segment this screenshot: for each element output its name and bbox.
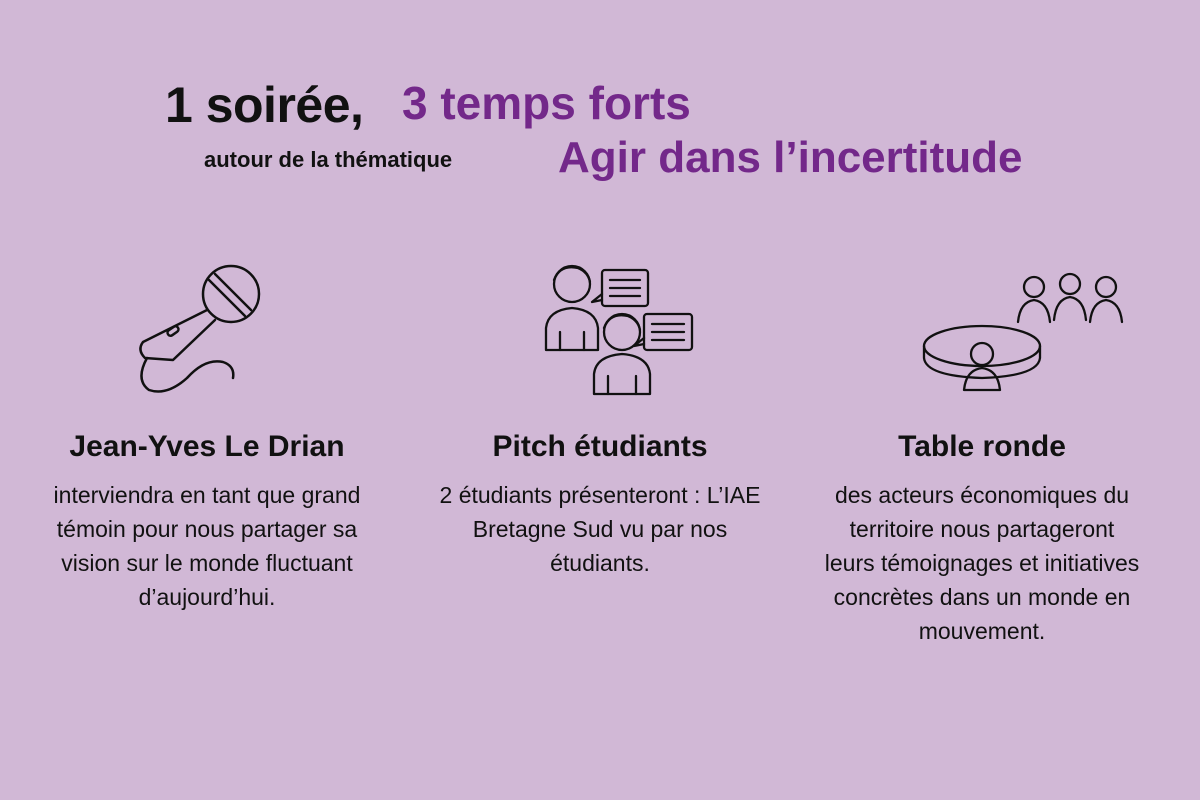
column-text: des acteurs économiques du territoire nous partageront leurs témoignages et initiatives concrètes dans un monde en mouvement.: [824, 482, 1140, 644]
column-keynote: [37, 250, 377, 610]
title-black: 1 soirée,: [165, 77, 364, 133]
column-round-table: [812, 250, 1152, 644]
title-purple: 3 temps forts: [402, 77, 691, 129]
round-table-icon: [902, 250, 1062, 400]
column-text: 2 étudiants présenteront : L’IAE Bretagne Sud vu par nos étudiants.: [439, 482, 761, 576]
discussion-icon: [520, 250, 680, 400]
microphone-icon: [127, 250, 287, 400]
column-title: Pitch étudiants: [492, 430, 708, 463]
headline: [0, 0, 1200, 200]
subtitle-black: autour de la thématique: [204, 147, 453, 172]
column-title: Table ronde: [898, 430, 1066, 463]
column-pitch: [430, 250, 770, 576]
subtitle-purple: Agir dans l’incertitude: [558, 133, 1023, 182]
column-title: Jean-Yves Le Drian: [69, 430, 345, 463]
column-text: interviendra en tant que grand témoin pour nous partager sa vision sur le monde fluctuant d’aujourd’hui.: [53, 482, 361, 610]
